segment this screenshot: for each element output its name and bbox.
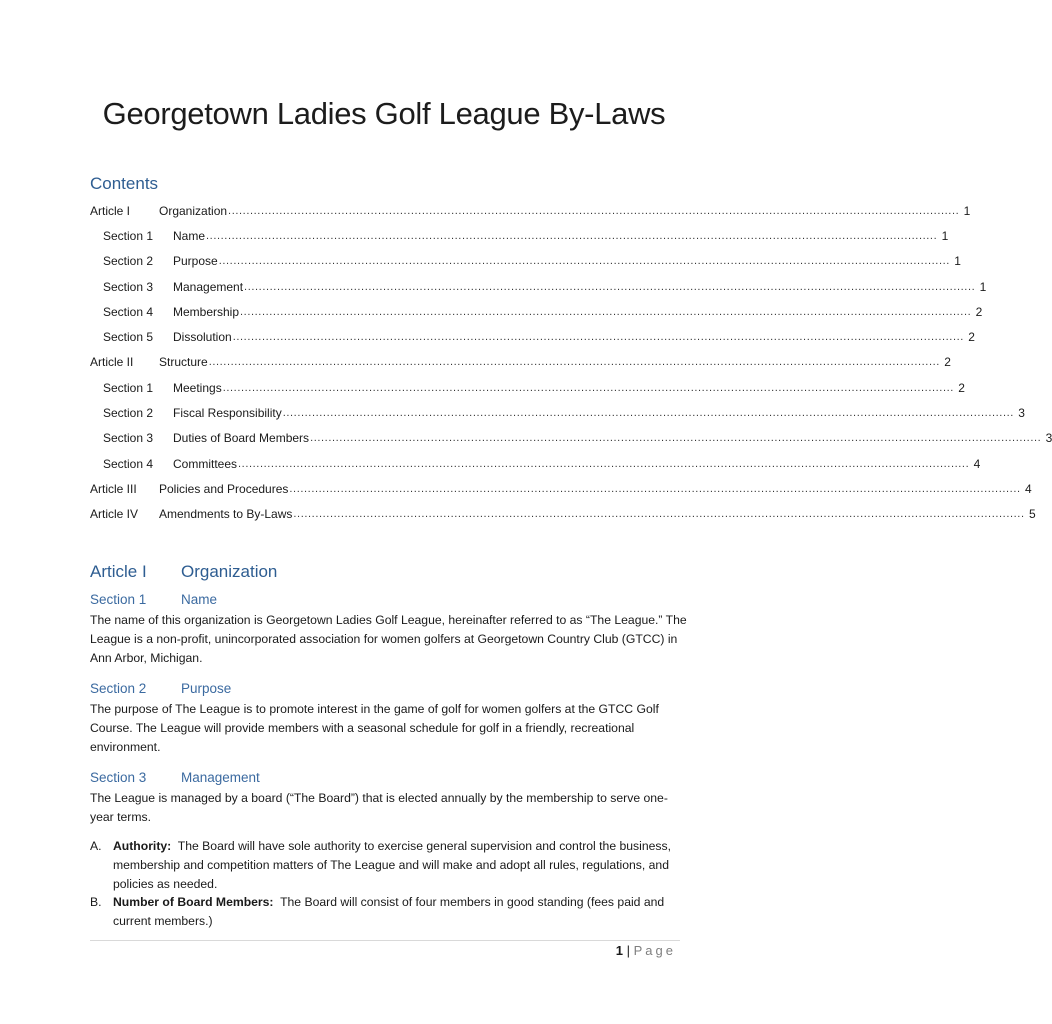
toc-entry-title: Organization xyxy=(159,203,228,218)
article-heading xyxy=(90,562,277,582)
toc-dot-leader: ........................................................................................................................................................................................................ xyxy=(228,204,960,217)
toc-dot-leader: ........................................................................................................................................................................................................ xyxy=(240,305,972,318)
toc-entry-page: 2 xyxy=(958,380,965,395)
toc-dot-leader: ........................................................................................................................................................................................................ xyxy=(208,356,940,369)
footer-separator: | xyxy=(626,943,630,958)
toc-entry[interactable] xyxy=(90,451,981,476)
list-item-label: Number of Board Members: xyxy=(113,895,274,910)
toc-dot-leader: ........................................................................................................................................................................................................ xyxy=(232,331,964,344)
toc-entry-page: 1 xyxy=(941,228,949,243)
toc-entry-page: 3 xyxy=(1018,406,1025,421)
page-footer xyxy=(616,943,676,958)
toc-entry-number: Article III xyxy=(90,481,137,496)
section-heading xyxy=(90,681,231,696)
toc-entry-number: Section 5 xyxy=(103,330,154,345)
toc-entry[interactable] xyxy=(90,249,961,274)
toc-entry[interactable] xyxy=(90,274,987,299)
article-title: Organization xyxy=(181,562,278,581)
toc-entry-number: Section 2 xyxy=(103,406,154,421)
toc-entry-title: Committees xyxy=(173,456,238,471)
list-item xyxy=(90,893,690,931)
toc-entry-title: Amendments to By-Laws xyxy=(159,507,293,522)
toc-entry-number: Article II xyxy=(90,355,134,370)
toc-entry[interactable] xyxy=(90,223,949,248)
section-number: Section 2 xyxy=(90,681,147,696)
toc-entry-page: 2 xyxy=(944,355,951,370)
toc-entry-title: Structure xyxy=(159,355,208,370)
toc-entry-title: Dissolution xyxy=(173,330,232,345)
toc-entry-number: Section 2 xyxy=(103,254,154,269)
toc-entry-title: Membership xyxy=(173,304,240,319)
toc-entry-title: Purpose xyxy=(173,254,218,269)
toc-entry-page: 3 xyxy=(1045,431,1052,446)
toc-entry-page: 2 xyxy=(975,304,983,319)
toc-entry-number: Article IV xyxy=(90,507,139,522)
footer-divider xyxy=(90,940,680,941)
toc-entry[interactable] xyxy=(90,324,975,349)
toc-dot-leader: ........................................................................................................................................................................................................ xyxy=(310,432,1042,445)
toc-entry-title: Management xyxy=(173,279,244,294)
toc-entry-title: Fiscal Responsibility xyxy=(173,406,282,421)
section-number: Section 3 xyxy=(90,770,147,785)
toc-entry-page: 1 xyxy=(954,254,961,269)
section-heading xyxy=(90,592,217,607)
toc-entry-page: 5 xyxy=(1028,507,1036,522)
toc-entry-number: Section 3 xyxy=(103,431,154,446)
section-title: Purpose xyxy=(181,681,232,696)
toc-dot-leader: ........................................................................................................................................................................................................ xyxy=(293,508,1025,521)
toc-entry[interactable] xyxy=(90,400,1025,425)
list-marker: A. xyxy=(90,839,102,853)
toc-entry-number: Section 3 xyxy=(103,279,154,294)
toc-entry-page: 2 xyxy=(968,330,975,345)
section-paragraph: The League is managed by a board (“The Board”) that is elected annually by the membership to serve one-year terms. xyxy=(90,791,668,824)
toc-entry[interactable] xyxy=(90,426,1052,451)
list-item xyxy=(90,837,690,893)
page-number: 1 xyxy=(615,943,623,958)
list-marker: B. xyxy=(90,895,102,910)
toc-entry-title: Duties of Board Members xyxy=(173,431,310,446)
toc-dot-leader: ........................................................................................................................................................................................................ xyxy=(289,482,1021,495)
section-paragraph: The purpose of The League is to promote interest in the game of golf for women golfers at the GTCC Golf Course. The League will provide members with a seasonal schedule for golf in a friendly, recreational environment. xyxy=(90,702,659,754)
page-word: Page xyxy=(633,943,676,958)
management-list xyxy=(90,837,690,931)
toc-entry[interactable] xyxy=(90,375,965,400)
table-of-contents xyxy=(90,198,1052,527)
toc-dot-leader: ........................................................................................................................................................................................................ xyxy=(282,407,1014,420)
toc-entry-title: Policies and Procedures xyxy=(159,481,289,496)
toc-entry-number: Section 4 xyxy=(103,456,154,471)
toc-entry[interactable] xyxy=(90,198,971,223)
toc-dot-leader: ........................................................................................................................................................................................................ xyxy=(238,457,970,470)
toc-entry-number: Article I xyxy=(90,203,131,218)
section-number: Section 1 xyxy=(90,592,147,607)
list-item-body: The Board will have sole authority to exercise general supervision and control the business, membership and competition matters of The League and will make and adopt all rules, regulations, and policies as needed. xyxy=(113,839,671,891)
toc-entry-number: Section 1 xyxy=(103,380,154,395)
toc-entry[interactable] xyxy=(90,476,1032,501)
toc-entry-page: 4 xyxy=(973,456,981,471)
toc-entry[interactable] xyxy=(90,299,983,324)
toc-entry[interactable] xyxy=(90,502,1036,527)
section-title: Name xyxy=(181,592,218,607)
contents-heading: Contents xyxy=(90,174,159,193)
toc-entry-number: Section 1 xyxy=(103,228,154,243)
list-item-body: The Board will consist of four members in good standing (fees paid and current members.) xyxy=(113,895,665,929)
toc-entry[interactable] xyxy=(90,350,951,375)
toc-dot-leader: ........................................................................................................................................................................................................ xyxy=(222,381,954,394)
document-title: Georgetown Ladies Golf League By-Laws xyxy=(102,96,666,131)
toc-dot-leader: ........................................................................................................................................................................................................ xyxy=(218,255,950,268)
article-number: Article I xyxy=(90,562,147,581)
list-item-text xyxy=(113,837,690,893)
toc-entry-page: 4 xyxy=(1024,481,1032,496)
list-item-label: Authority: xyxy=(113,839,172,853)
list-item-text xyxy=(113,893,690,931)
section-heading xyxy=(90,770,260,785)
toc-entry-page: 1 xyxy=(963,203,971,218)
toc-entry-title: Name xyxy=(173,228,206,243)
section-title: Management xyxy=(181,770,260,785)
toc-dot-leader: ........................................................................................................................................................................................................ xyxy=(206,229,938,242)
section-paragraph: The name of this organization is Georgetown Ladies Golf League, hereinafter referred to as “The League.” The League is a non-profit, unincorporated association for women golfers at Georgetown Country Club (GTCC) in Ann Arbor, Michigan. xyxy=(90,613,687,665)
toc-entry-page: 1 xyxy=(979,279,987,294)
toc-entry-title: Meetings xyxy=(173,380,222,395)
toc-entry-number: Section 4 xyxy=(103,304,154,319)
toc-dot-leader: ........................................................................................................................................................................................................ xyxy=(244,280,976,293)
